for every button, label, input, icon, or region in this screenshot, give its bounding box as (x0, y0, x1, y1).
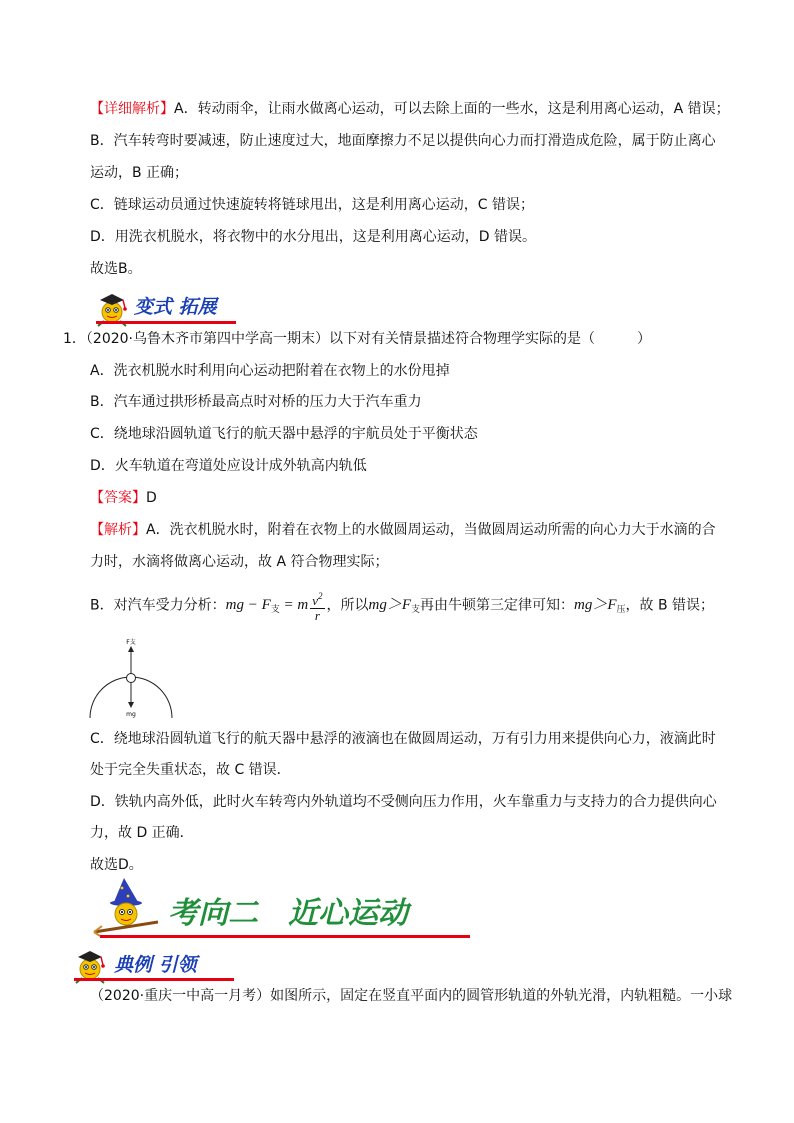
formula-mg-gt-fsupport: $mg>F_支$ (368, 597, 421, 616)
question-1-stem: 1．（2020·乌鲁木齐市第四中学高一期末）以下对有关情景描述符合物理学实际的是（ ） (63, 331, 651, 347)
analysis-label: 【详细解析】 (90, 101, 174, 117)
diagram-label-gravity: mg (126, 711, 136, 718)
answer-line (90, 488, 157, 508)
explanation-line-a2: 力时，水滴将做离心运动，故 A 符合物理实际； (90, 554, 389, 570)
explanation-b-mid: ，所以 (326, 597, 369, 614)
analysis-line-3: 运动，B 正确； (90, 165, 189, 181)
explanation-b-end: ，故 B 错误； (625, 597, 715, 614)
analysis-line-5: D．用洗衣机脱水，将衣物中的水分甩出，这是利用离心运动，D 错误。 (90, 229, 537, 245)
explanation-line-a1 (90, 520, 716, 540)
wizard-mascot-icon (92, 876, 162, 938)
analysis-line-6: 故选B。 (90, 261, 142, 277)
answer-label: 【答案】 (90, 490, 146, 506)
banner-underline (74, 978, 234, 981)
question-2-stem: （2020·重庆一中高一月考）如图所示，固定在竖直平面内的圆管形轨道的外轨光滑，内轨粗糙。一小球 (90, 988, 733, 1004)
analysis-text-a: A．转动雨伞，让雨水做离心运动，可以去除上面的一些水，这是利用离心运动，A 错误； (174, 101, 730, 117)
explanation-line-c2: 处于完全失重状态，故 C 错误． (90, 762, 291, 778)
explanation-line-b (90, 589, 714, 623)
force-diagram (88, 636, 178, 720)
explanation-b-prefix: B．对汽车受力分析： (90, 597, 226, 614)
explanation-b-mid2: 再由牛顿第三定律可知： (420, 597, 575, 614)
explanation-label: 【解析】 (90, 522, 146, 538)
formula-mg-gt-fpressure: $mg>F_压$ (574, 597, 626, 616)
banner-variant-title: 变式 拓展 (134, 296, 217, 318)
option-c: C．绕地球沿圆轨道飞行的航天器中悬浮的宇航员处于平衡状态 (90, 426, 478, 442)
banner-example-title: 典例 引领 (114, 954, 197, 976)
banner-direction-title: 考向二 近心运动 (168, 896, 408, 931)
option-b: B．汽车通过拱形桥最高点时对桥的压力大于汽车重力 (90, 394, 422, 410)
analysis-line-4: C．链球运动员通过快速旋转将链球甩出，这是利用离心运动，C 错误； (90, 197, 534, 213)
explanation-line-d1: D．铁轨内高外低，此时火车转弯内外轨道均不受侧向压力作用，火车靠重力与支持力的合力提供向心 (90, 794, 717, 810)
conclusion-line: 故选D。 (90, 857, 143, 873)
banner-underline (96, 321, 236, 324)
option-a: A．洗衣机脱水时利用向心运动把附着在衣物上的水份甩掉 (90, 363, 450, 379)
banner-underline (100, 935, 470, 938)
answer-value: D (146, 490, 157, 506)
formula-newton-second-law: mg − $F_支 = m$ $\frac{v^2}{r}$ (225, 591, 323, 623)
diagram-label-support: F支 (126, 639, 136, 646)
explanation-a1-text: A．洗衣机脱水时，附着在衣物上的水做圆周运动，当做圆周运动所需的向心力大于水滴的合 (146, 522, 716, 538)
analysis-line-2: B．汽车转弯时要减速，防止速度过大，地面摩擦力不足以提供向心力而打滑造成危险，属于防止离心 (90, 133, 716, 149)
explanation-line-d2: 力，故 D 正确． (90, 825, 194, 841)
analysis-line-1 (90, 99, 730, 119)
option-d: D．火车轨道在弯道处应设计成外轨高内轨低 (90, 458, 367, 474)
explanation-line-c1: C．绕地球沿圆轨道飞行的航天器中悬浮的液滴也在做圆周运动，万有引力用来提供向心力，液滴此时 (90, 731, 716, 747)
